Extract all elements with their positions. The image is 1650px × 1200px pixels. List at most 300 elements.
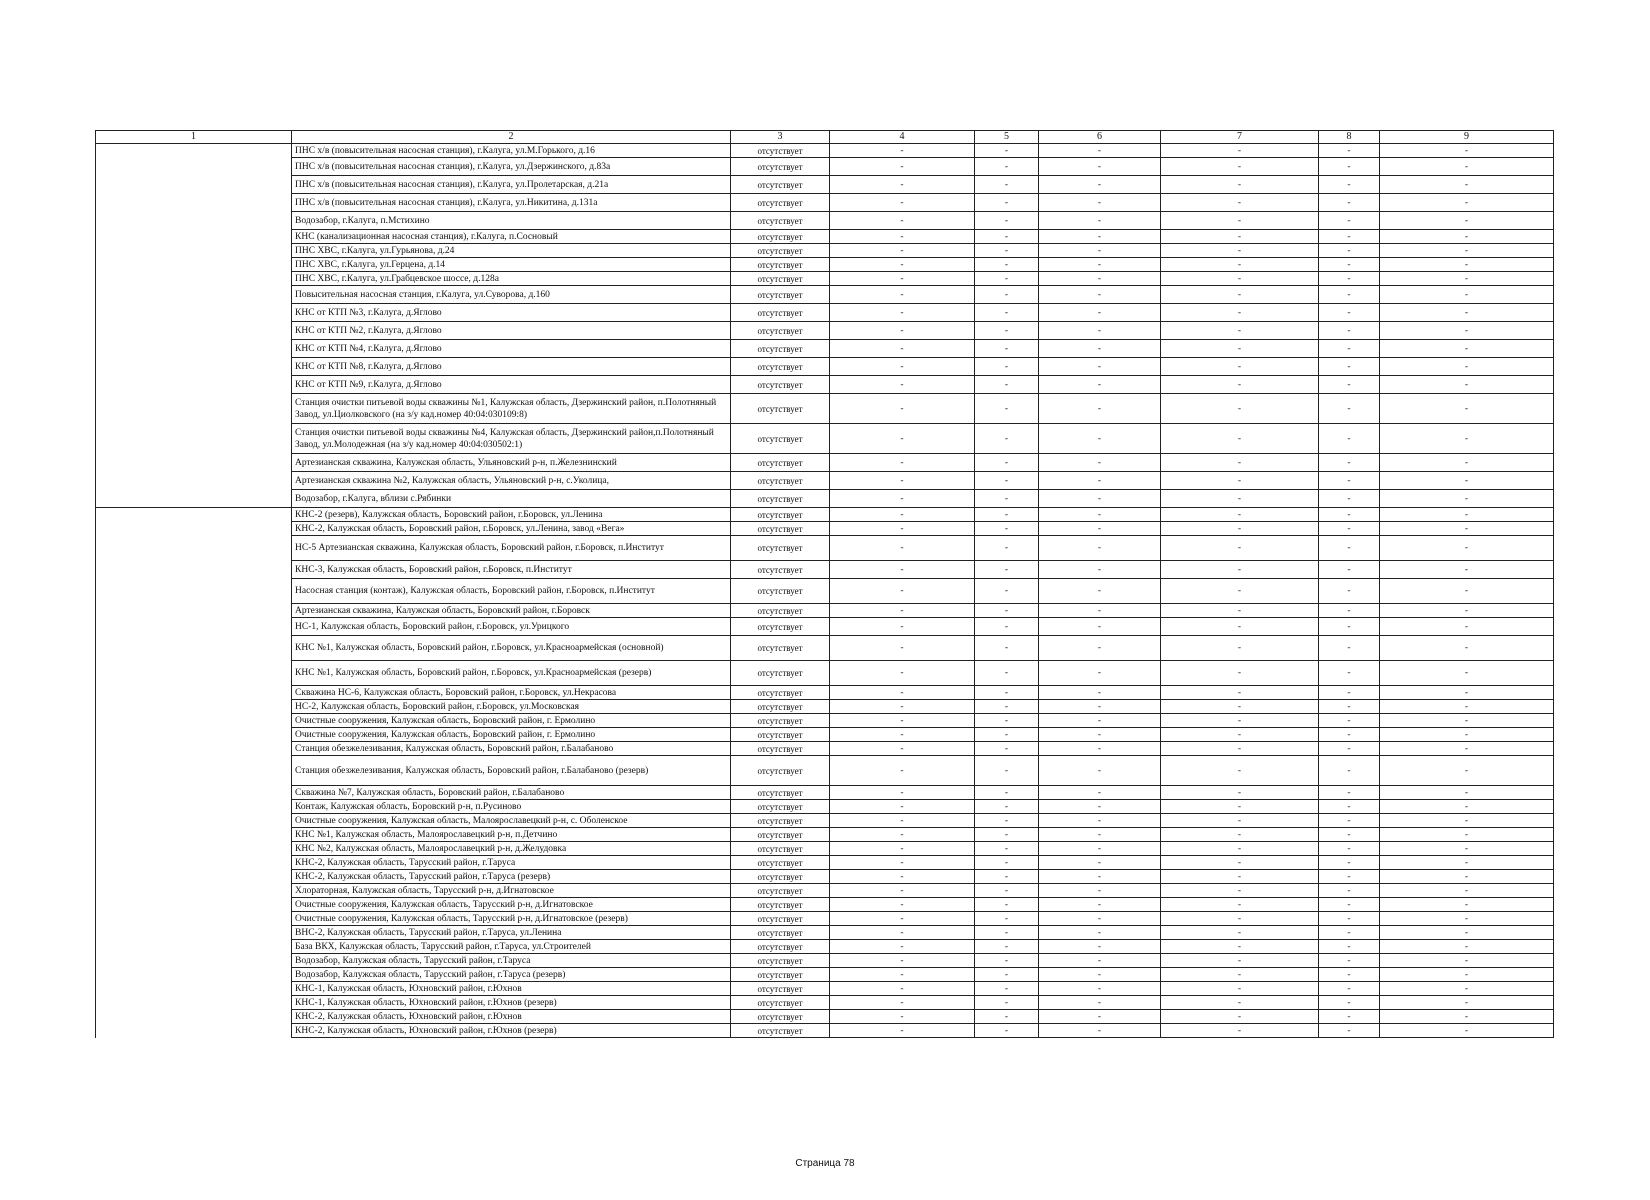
group-cell <box>96 176 292 194</box>
group-cell <box>96 870 292 884</box>
value-cell-col-5: - <box>975 304 1039 322</box>
table-row <box>96 954 1554 968</box>
value-cell-col-6: - <box>1039 322 1161 340</box>
value-cell-col-6: - <box>1039 828 1161 842</box>
value-cell-col-7: - <box>1161 244 1319 258</box>
table-row <box>96 618 1554 636</box>
value-cell-col-9: - <box>1380 940 1554 954</box>
value-cell-col-7: - <box>1161 814 1319 828</box>
value-cell-col-4: - <box>830 828 975 842</box>
value-cell-col-5: - <box>975 618 1039 636</box>
status-cell: отсутствует <box>731 856 830 870</box>
value-cell-col-6: - <box>1039 912 1161 926</box>
table-row <box>96 212 1554 230</box>
value-cell-col-5: - <box>975 472 1039 490</box>
status-cell: отсутствует <box>731 940 830 954</box>
group-cell <box>96 454 292 472</box>
value-cell-col-4: - <box>830 358 975 376</box>
value-cell-col-5: - <box>975 322 1039 340</box>
value-cell-col-4: - <box>830 522 975 536</box>
object-name-cell: КНС-2, Калужская область, Тарусский район, г.Таруса (резерв) <box>292 870 731 884</box>
group-cell <box>96 358 292 376</box>
value-cell-col-8: - <box>1319 618 1380 636</box>
group-cell <box>96 230 292 244</box>
value-cell-col-8: - <box>1319 856 1380 870</box>
group-cell <box>96 158 292 176</box>
value-cell-col-8: - <box>1319 424 1380 454</box>
status-cell: отсутствует <box>731 536 830 561</box>
value-cell-col-4: - <box>830 304 975 322</box>
status-cell: отсутствует <box>731 700 830 714</box>
value-cell-col-4: - <box>830 1010 975 1024</box>
value-cell-col-8: - <box>1319 579 1380 604</box>
value-cell-col-6: - <box>1039 358 1161 376</box>
value-cell-col-5: - <box>975 661 1039 686</box>
table-row <box>96 561 1554 579</box>
header-col-4: 4 <box>830 131 975 144</box>
table-row <box>96 258 1554 272</box>
value-cell-col-9: - <box>1380 194 1554 212</box>
value-cell-col-5: - <box>975 814 1039 828</box>
object-name-cell: Контаж, Калужская область, Боровский р-н, п.Русиново <box>292 800 731 814</box>
table-row <box>96 661 1554 686</box>
value-cell-col-7: - <box>1161 898 1319 912</box>
value-cell-col-4: - <box>830 742 975 756</box>
value-cell-col-6: - <box>1039 940 1161 954</box>
value-cell-col-7: - <box>1161 508 1319 522</box>
value-cell-col-4: - <box>830 176 975 194</box>
value-cell-col-4: - <box>830 898 975 912</box>
value-cell-col-7: - <box>1161 394 1319 424</box>
object-name-cell: КНС №1, Калужская область, Малоярославецкий р-н, п.Детчино <box>292 828 731 842</box>
value-cell-col-4: - <box>830 728 975 742</box>
object-name-cell: Очистные сооружения, Калужская область, Боровский район, г. Ермолино <box>292 714 731 728</box>
group-cell <box>96 1010 292 1024</box>
value-cell-col-6: - <box>1039 340 1161 358</box>
value-cell-col-4: - <box>830 536 975 561</box>
value-cell-col-7: - <box>1161 424 1319 454</box>
table-row <box>96 1024 1554 1038</box>
value-cell-col-4: - <box>830 870 975 884</box>
value-cell-col-9: - <box>1380 786 1554 800</box>
status-cell: отсутствует <box>731 258 830 272</box>
value-cell-col-5: - <box>975 286 1039 304</box>
value-cell-col-5: - <box>975 996 1039 1010</box>
object-name-cell: КНС-3, Калужская область, Боровский район, г.Боровск, п.Институт <box>292 561 731 579</box>
value-cell-col-5: - <box>975 800 1039 814</box>
table-row <box>96 230 1554 244</box>
value-cell-col-6: - <box>1039 394 1161 424</box>
value-cell-col-5: - <box>975 358 1039 376</box>
status-cell: отсутствует <box>731 230 830 244</box>
header-col-8: 8 <box>1319 131 1380 144</box>
status-cell: отсутствует <box>731 158 830 176</box>
value-cell-col-7: - <box>1161 870 1319 884</box>
group-cell <box>96 536 292 561</box>
status-cell: отсутствует <box>731 376 830 394</box>
value-cell-col-7: - <box>1161 940 1319 954</box>
value-cell-col-7: - <box>1161 728 1319 742</box>
group-cell <box>96 728 292 742</box>
value-cell-col-8: - <box>1319 490 1380 508</box>
table-row <box>96 454 1554 472</box>
value-cell-col-5: - <box>975 194 1039 212</box>
group-cell <box>96 756 292 786</box>
object-name-cell: Хлораторная, Калужская область, Тарусский р-н, д.Игнатовское <box>292 884 731 898</box>
value-cell-col-4: - <box>830 604 975 618</box>
value-cell-col-7: - <box>1161 756 1319 786</box>
table-row <box>96 424 1554 454</box>
value-cell-col-5: - <box>975 424 1039 454</box>
group-cell <box>96 394 292 424</box>
table-body <box>96 144 1554 1038</box>
value-cell-col-9: - <box>1380 856 1554 870</box>
value-cell-col-5: - <box>975 212 1039 230</box>
table-row <box>96 636 1554 661</box>
status-cell: отсутствует <box>731 786 830 800</box>
group-cell <box>96 244 292 258</box>
value-cell-col-8: - <box>1319 661 1380 686</box>
value-cell-col-9: - <box>1380 982 1554 996</box>
status-cell: отсутствует <box>731 579 830 604</box>
value-cell-col-8: - <box>1319 604 1380 618</box>
value-cell-col-8: - <box>1319 742 1380 756</box>
value-cell-col-6: - <box>1039 742 1161 756</box>
value-cell-col-9: - <box>1380 756 1554 786</box>
value-cell-col-6: - <box>1039 176 1161 194</box>
value-cell-col-5: - <box>975 1024 1039 1038</box>
object-name-cell: Водозабор, г.Калуга, вблизи с.Рябинки <box>292 490 731 508</box>
value-cell-col-7: - <box>1161 800 1319 814</box>
table-row <box>96 912 1554 926</box>
value-cell-col-8: - <box>1319 536 1380 561</box>
group-cell <box>96 814 292 828</box>
value-cell-col-4: - <box>830 800 975 814</box>
status-cell: отсутствует <box>731 272 830 286</box>
table-row <box>96 926 1554 940</box>
status-cell: отсутствует <box>731 968 830 982</box>
value-cell-col-8: - <box>1319 244 1380 258</box>
value-cell-col-9: - <box>1380 1024 1554 1038</box>
group-cell <box>96 714 292 728</box>
value-cell-col-7: - <box>1161 700 1319 714</box>
value-cell-col-4: - <box>830 194 975 212</box>
status-cell: отсутствует <box>731 472 830 490</box>
value-cell-col-6: - <box>1039 230 1161 244</box>
value-cell-col-5: - <box>975 700 1039 714</box>
table-row <box>96 340 1554 358</box>
value-cell-col-8: - <box>1319 636 1380 661</box>
group-cell <box>96 700 292 714</box>
object-name-cell: ПНС ХВС, г.Калуга, ул.Герцена, д.14 <box>292 258 731 272</box>
table-row <box>96 940 1554 954</box>
group-cell <box>96 686 292 700</box>
value-cell-col-6: - <box>1039 144 1161 158</box>
value-cell-col-9: - <box>1380 358 1554 376</box>
value-cell-col-5: - <box>975 176 1039 194</box>
table-row <box>96 536 1554 561</box>
value-cell-col-5: - <box>975 394 1039 424</box>
value-cell-col-9: - <box>1380 1010 1554 1024</box>
value-cell-col-8: - <box>1319 304 1380 322</box>
table-row <box>96 158 1554 176</box>
value-cell-col-7: - <box>1161 661 1319 686</box>
object-name-cell: КНС-2, Калужская область, Юхновский район, г.Юхнов <box>292 1010 731 1024</box>
value-cell-col-9: - <box>1380 144 1554 158</box>
value-cell-col-9: - <box>1380 618 1554 636</box>
value-cell-col-9: - <box>1380 926 1554 940</box>
group-cell <box>96 340 292 358</box>
value-cell-col-9: - <box>1380 884 1554 898</box>
object-name-cell: НС-2, Калужская область, Боровский район, г.Боровск, ул.Московская <box>292 700 731 714</box>
header-col-5: 5 <box>975 131 1039 144</box>
value-cell-col-6: - <box>1039 376 1161 394</box>
status-cell: отсутствует <box>731 800 830 814</box>
value-cell-col-5: - <box>975 490 1039 508</box>
value-cell-col-9: - <box>1380 508 1554 522</box>
value-cell-col-4: - <box>830 508 975 522</box>
object-name-cell: КНС №1, Калужская область, Боровский район, г.Боровск, ул.Красноармейская (основной) <box>292 636 731 661</box>
group-cell <box>96 982 292 996</box>
value-cell-col-8: - <box>1319 870 1380 884</box>
group-cell <box>96 954 292 968</box>
status-cell: отсутствует <box>731 996 830 1010</box>
value-cell-col-8: - <box>1319 158 1380 176</box>
value-cell-col-9: - <box>1380 996 1554 1010</box>
value-cell-col-6: - <box>1039 686 1161 700</box>
object-name-cell: Насосная станция (контаж), Калужская область, Боровский район, г.Боровск, п.Институт <box>292 579 731 604</box>
table-row <box>96 714 1554 728</box>
object-name-cell: НС-5 Артезианская скважина, Калужская область, Боровский район, г.Боровск, п.Институт <box>292 536 731 561</box>
value-cell-col-7: - <box>1161 376 1319 394</box>
value-cell-col-9: - <box>1380 742 1554 756</box>
value-cell-col-4: - <box>830 424 975 454</box>
value-cell-col-9: - <box>1380 522 1554 536</box>
value-cell-col-8: - <box>1319 522 1380 536</box>
value-cell-col-6: - <box>1039 714 1161 728</box>
status-cell: отсутствует <box>731 604 830 618</box>
status-cell: отсутствует <box>731 714 830 728</box>
value-cell-col-4: - <box>830 376 975 394</box>
value-cell-col-4: - <box>830 884 975 898</box>
value-cell-col-4: - <box>830 926 975 940</box>
value-cell-col-5: - <box>975 376 1039 394</box>
object-name-cell: ПНС х/в (повысительная насосная станция), г.Калуга, ул.Никитина, д.131а <box>292 194 731 212</box>
value-cell-col-4: - <box>830 618 975 636</box>
value-cell-col-9: - <box>1380 870 1554 884</box>
value-cell-col-4: - <box>830 814 975 828</box>
group-cell <box>96 828 292 842</box>
value-cell-col-5: - <box>975 1010 1039 1024</box>
value-cell-col-5: - <box>975 636 1039 661</box>
value-cell-col-6: - <box>1039 212 1161 230</box>
group-cell <box>96 661 292 686</box>
value-cell-col-9: - <box>1380 212 1554 230</box>
value-cell-col-5: - <box>975 926 1039 940</box>
status-cell: отсутствует <box>731 912 830 926</box>
value-cell-col-6: - <box>1039 618 1161 636</box>
value-cell-col-5: - <box>975 856 1039 870</box>
value-cell-col-9: - <box>1380 286 1554 304</box>
value-cell-col-4: - <box>830 756 975 786</box>
value-cell-col-9: - <box>1380 490 1554 508</box>
value-cell-col-6: - <box>1039 158 1161 176</box>
value-cell-col-5: - <box>975 898 1039 912</box>
value-cell-col-7: - <box>1161 472 1319 490</box>
table-row <box>96 272 1554 286</box>
group-cell <box>96 472 292 490</box>
value-cell-col-6: - <box>1039 870 1161 884</box>
value-cell-col-5: - <box>975 244 1039 258</box>
object-name-cell: Скважина НС-6, Калужская область, Боровский район, г.Боровск, ул.Некрасова <box>292 686 731 700</box>
status-cell: отсутствует <box>731 884 830 898</box>
table-row <box>96 522 1554 536</box>
value-cell-col-6: - <box>1039 1024 1161 1038</box>
group-cell <box>96 786 292 800</box>
table-row <box>96 898 1554 912</box>
group-cell <box>96 376 292 394</box>
value-cell-col-7: - <box>1161 158 1319 176</box>
group-cell <box>96 618 292 636</box>
group-cell <box>96 304 292 322</box>
table-row <box>96 800 1554 814</box>
value-cell-col-9: - <box>1380 376 1554 394</box>
value-cell-col-7: - <box>1161 686 1319 700</box>
value-cell-col-8: - <box>1319 828 1380 842</box>
table-row <box>96 579 1554 604</box>
group-cell <box>96 490 292 508</box>
object-name-cell: ВНС-2, Калужская область, Тарусский район, г.Таруса, ул.Ленина <box>292 926 731 940</box>
value-cell-col-8: - <box>1319 996 1380 1010</box>
table-row <box>96 490 1554 508</box>
status-cell: отсутствует <box>731 618 830 636</box>
data-table-container <box>95 130 1553 1038</box>
value-cell-col-7: - <box>1161 536 1319 561</box>
value-cell-col-5: - <box>975 561 1039 579</box>
value-cell-col-7: - <box>1161 828 1319 842</box>
value-cell-col-9: - <box>1380 472 1554 490</box>
status-cell: отсутствует <box>731 728 830 742</box>
value-cell-col-8: - <box>1319 286 1380 304</box>
value-cell-col-8: - <box>1319 258 1380 272</box>
status-cell: отсутствует <box>731 742 830 756</box>
object-name-cell: Водозабор, Калужская область, Тарусский район, г.Таруса (резерв) <box>292 968 731 982</box>
value-cell-col-9: - <box>1380 968 1554 982</box>
value-cell-col-5: - <box>975 579 1039 604</box>
table-row <box>96 322 1554 340</box>
group-cell <box>96 742 292 756</box>
value-cell-col-9: - <box>1380 536 1554 561</box>
object-name-cell: ПНС ХВС, г.Калуга, ул.Грабцевское шоссе, д.128а <box>292 272 731 286</box>
value-cell-col-7: - <box>1161 230 1319 244</box>
table-row <box>96 856 1554 870</box>
value-cell-col-6: - <box>1039 968 1161 982</box>
value-cell-col-4: - <box>830 786 975 800</box>
value-cell-col-7: - <box>1161 194 1319 212</box>
group-cell <box>96 424 292 454</box>
status-cell: отсутствует <box>731 870 830 884</box>
table-row <box>96 394 1554 424</box>
object-name-cell: КНС от КТП №4, г.Калуга, д.Яглово <box>292 340 731 358</box>
status-cell: отсутствует <box>731 1024 830 1038</box>
value-cell-col-5: - <box>975 258 1039 272</box>
status-cell: отсутствует <box>731 322 830 340</box>
value-cell-col-4: - <box>830 454 975 472</box>
data-table <box>95 130 1554 1038</box>
value-cell-col-5: - <box>975 912 1039 926</box>
object-name-cell: Артезианская скважина, Калужская область, Боровский район, г.Боровск <box>292 604 731 618</box>
value-cell-col-7: - <box>1161 996 1319 1010</box>
group-cell <box>96 522 292 536</box>
value-cell-col-4: - <box>830 490 975 508</box>
object-name-cell: КНС-2, Калужская область, Боровский район, г.Боровск, ул.Ленина, завод «Вега» <box>292 522 731 536</box>
value-cell-col-6: - <box>1039 522 1161 536</box>
value-cell-col-8: - <box>1319 508 1380 522</box>
table-row <box>96 244 1554 258</box>
value-cell-col-5: - <box>975 870 1039 884</box>
value-cell-col-6: - <box>1039 898 1161 912</box>
table-row <box>96 604 1554 618</box>
value-cell-col-8: - <box>1319 340 1380 358</box>
value-cell-col-9: - <box>1380 561 1554 579</box>
value-cell-col-5: - <box>975 828 1039 842</box>
group-cell <box>96 940 292 954</box>
status-cell: отсутствует <box>731 814 830 828</box>
value-cell-col-7: - <box>1161 968 1319 982</box>
value-cell-col-8: - <box>1319 786 1380 800</box>
table-row <box>96 814 1554 828</box>
value-cell-col-8: - <box>1319 454 1380 472</box>
value-cell-col-6: - <box>1039 424 1161 454</box>
group-cell <box>96 926 292 940</box>
value-cell-col-6: - <box>1039 454 1161 472</box>
object-name-cell: ПНС х/в (повысительная насосная станция), г.Калуга, ул.М.Горького, д.16 <box>292 144 731 158</box>
status-cell: отсутствует <box>731 358 830 376</box>
value-cell-col-9: - <box>1380 394 1554 424</box>
value-cell-col-6: - <box>1039 472 1161 490</box>
value-cell-col-5: - <box>975 340 1039 358</box>
value-cell-col-7: - <box>1161 490 1319 508</box>
status-cell: отсутствует <box>731 898 830 912</box>
value-cell-col-6: - <box>1039 842 1161 856</box>
value-cell-col-7: - <box>1161 926 1319 940</box>
object-name-cell: Повысительная насосная станция, г.Калуга, ул.Суворова, д.160 <box>292 286 731 304</box>
value-cell-col-9: - <box>1380 604 1554 618</box>
value-cell-col-4: - <box>830 579 975 604</box>
value-cell-col-8: - <box>1319 940 1380 954</box>
table-row <box>96 304 1554 322</box>
group-cell <box>96 884 292 898</box>
table-row <box>96 286 1554 304</box>
value-cell-col-7: - <box>1161 912 1319 926</box>
object-name-cell: Скважина №7, Калужская область, Боровский район, г.Балабаново <box>292 786 731 800</box>
object-name-cell: ПНС х/в (повысительная насосная станция), г.Калуга, ул.Дзержинского, д.83а <box>292 158 731 176</box>
value-cell-col-4: - <box>830 272 975 286</box>
table-row <box>96 194 1554 212</box>
group-cell <box>96 856 292 870</box>
value-cell-col-6: - <box>1039 996 1161 1010</box>
status-cell: отсутствует <box>731 144 830 158</box>
group-cell <box>96 842 292 856</box>
value-cell-col-8: - <box>1319 982 1380 996</box>
value-cell-col-4: - <box>830 968 975 982</box>
group-cell <box>96 996 292 1010</box>
value-cell-col-9: - <box>1380 454 1554 472</box>
value-cell-col-8: - <box>1319 394 1380 424</box>
value-cell-col-5: - <box>975 884 1039 898</box>
value-cell-col-4: - <box>830 561 975 579</box>
value-cell-col-7: - <box>1161 340 1319 358</box>
